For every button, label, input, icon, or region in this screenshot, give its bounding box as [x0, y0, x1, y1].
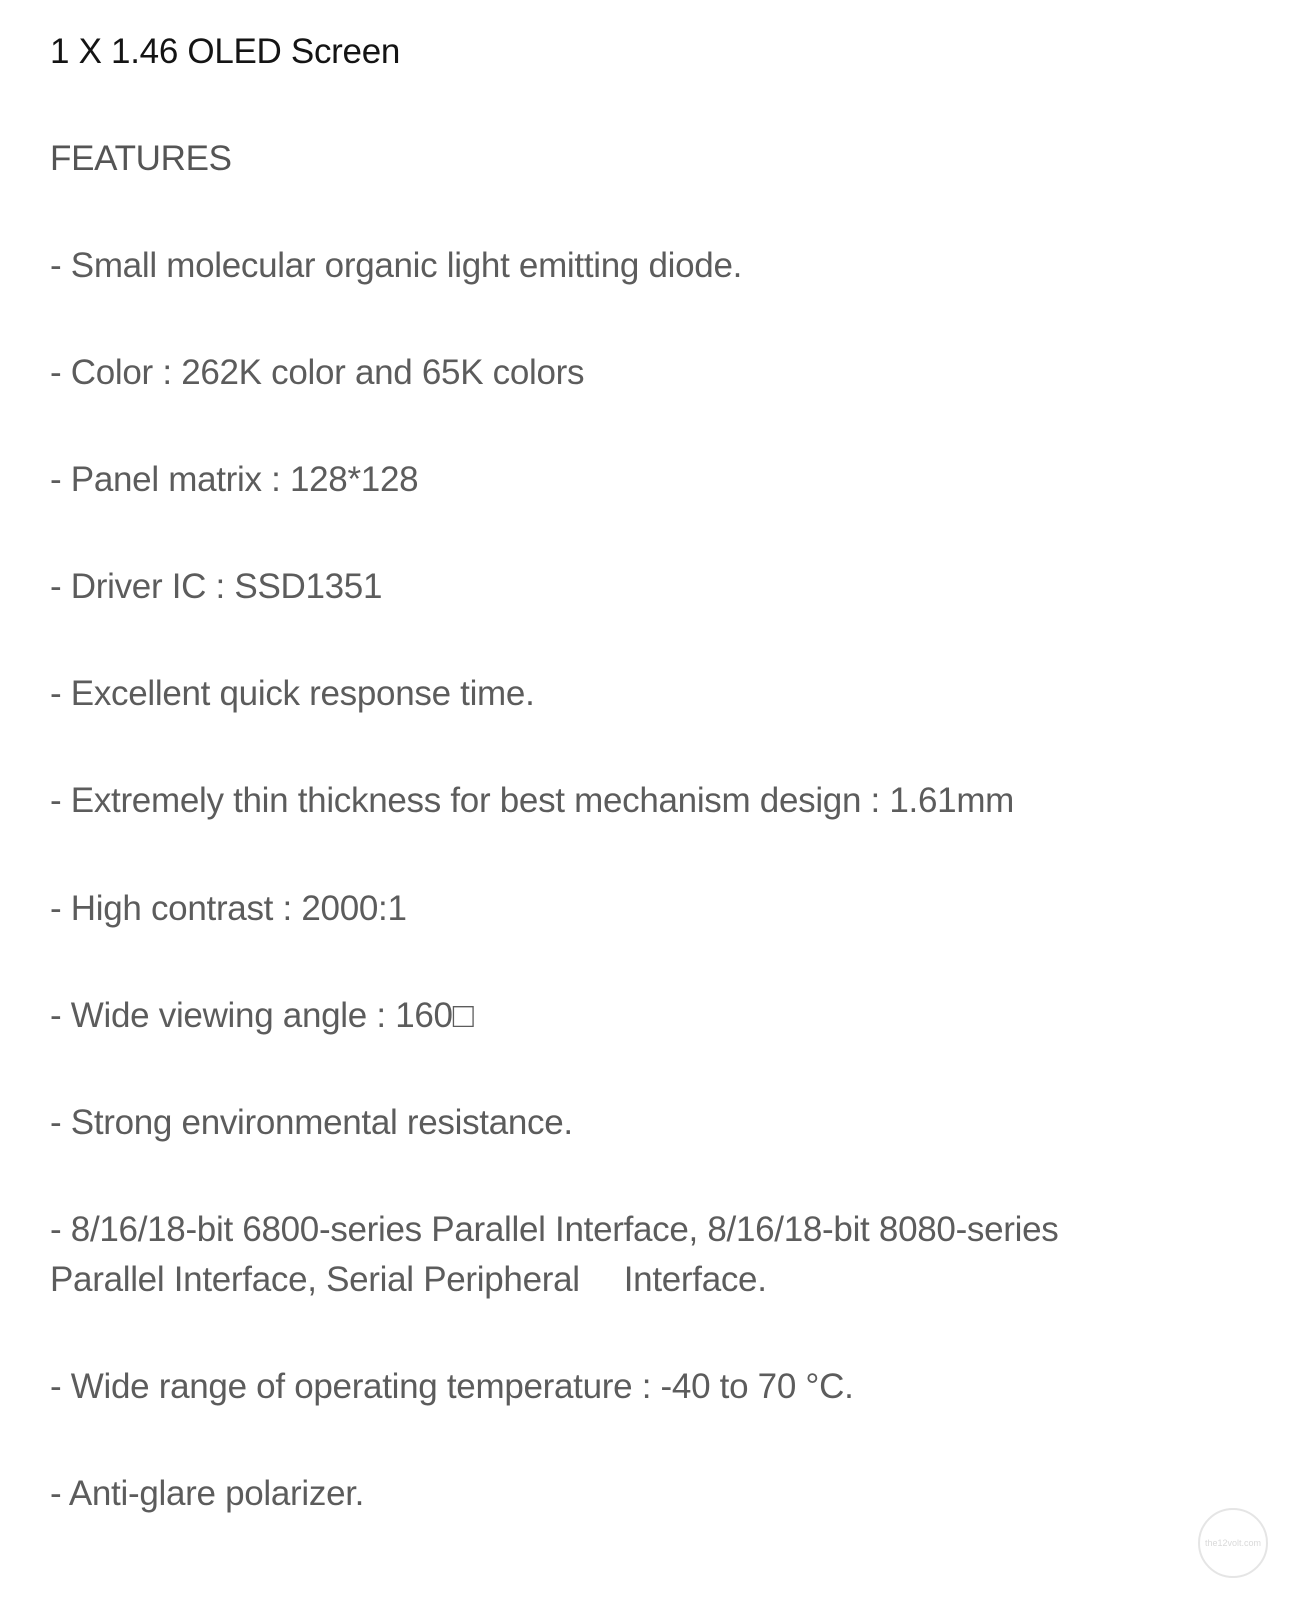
feature-item: - 8/16/18-bit 6800-series Parallel Interface, 8/16/18-bit 8080-series — [50, 1210, 1059, 1249]
feature-item: - Excellent quick response time. — [50, 674, 535, 713]
feature-item: - Wide range of operating temperature : -40 to 70 °C. — [50, 1367, 854, 1406]
feature-continuation-part: Parallel Interface, Serial Peripheral — [50, 1260, 580, 1299]
watermark-text: the12volt.com — [1204, 1538, 1262, 1548]
feature-continuation-part: Interface. — [623, 1260, 767, 1299]
feature-item: - Anti-glare polarizer. — [50, 1474, 365, 1513]
page-title: 1 X 1.46 OLED Screen — [50, 32, 401, 71]
feature-item: - Small molecular organic light emitting diode. — [50, 246, 743, 285]
feature-item: - Extremely thin thickness for best mechanism design : 1.61mm — [50, 781, 1015, 820]
feature-item: - Strong environmental resistance. — [50, 1103, 573, 1142]
feature-item: - Panel matrix : 128*128 — [50, 460, 419, 499]
watermark-logo — [1198, 1508, 1268, 1578]
feature-item: - Driver IC : SSD1351 — [50, 567, 383, 606]
feature-item-continuation — [50, 1255, 767, 1305]
features-heading: FEATURES — [50, 139, 232, 178]
feature-item: - Wide viewing angle : 160□ — [50, 996, 474, 1035]
feature-item: - Color : 262K color and 65K colors — [50, 353, 585, 392]
feature-item: - High contrast : 2000:1 — [50, 889, 407, 928]
